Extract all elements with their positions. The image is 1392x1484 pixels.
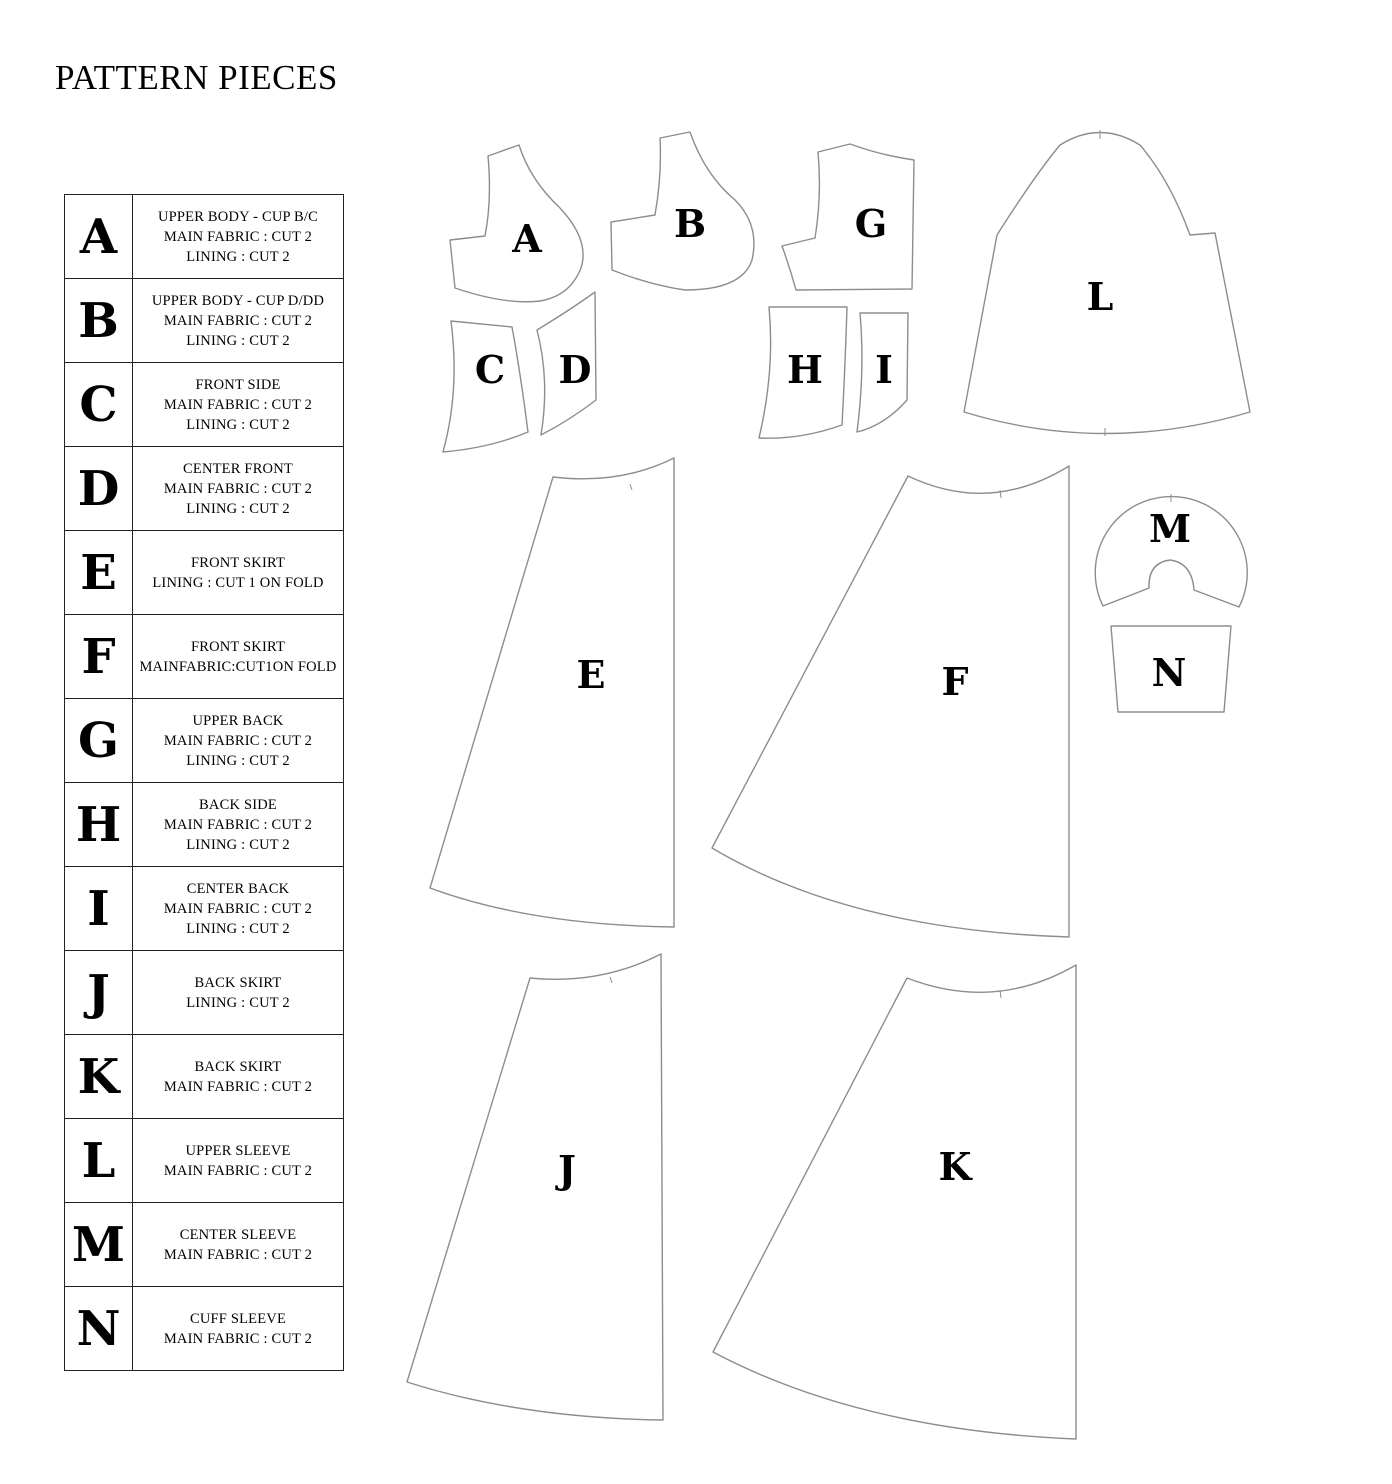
legend-description-line: BACK SIDE bbox=[199, 796, 277, 813]
legend-letter: A bbox=[65, 195, 133, 279]
piece-label-f: F bbox=[941, 659, 969, 704]
pattern-piece-a bbox=[450, 145, 583, 302]
pattern-piece-f bbox=[712, 466, 1069, 937]
legend-description-line: MAIN FABRIC : CUT 2 bbox=[163, 816, 313, 833]
legend-description-line: FRONT SKIRT bbox=[190, 638, 286, 655]
page-title: PATTERN PIECES bbox=[55, 58, 338, 97]
piece-label-d: D bbox=[558, 347, 592, 392]
legend-description-line: LINING : CUT 2 bbox=[186, 836, 290, 853]
legend-description-line: MAIN FABRIC : CUT 2 bbox=[163, 1330, 313, 1347]
pattern-piece-c bbox=[443, 321, 528, 452]
legend-letter: F bbox=[65, 615, 133, 699]
legend-description-line: MAIN FABRIC : CUT 2 bbox=[163, 900, 313, 917]
legend-letter: D bbox=[65, 447, 133, 531]
legend-description-line: FRONT SKIRT bbox=[190, 554, 286, 571]
legend-description-line: MAIN FABRIC : CUT 2 bbox=[163, 1246, 313, 1263]
legend-description-line: LINING : CUT 1 ON FOLD bbox=[152, 574, 324, 591]
pattern-piece-n bbox=[1111, 626, 1231, 712]
legend-description-line: LINING : CUT 2 bbox=[186, 248, 290, 265]
piece-label-c: C bbox=[474, 347, 506, 392]
legend-letter: G bbox=[65, 699, 133, 783]
legend-description-line: MAIN FABRIC : CUT 2 bbox=[163, 1162, 313, 1179]
legend-description-line: MAIN FABRIC : CUT 2 bbox=[163, 312, 313, 329]
piece-label-i: I bbox=[875, 347, 893, 392]
piece-label-k: K bbox=[938, 1144, 972, 1189]
piece-label-a: A bbox=[512, 216, 542, 261]
legend-description-line: CENTER FRONT bbox=[183, 460, 293, 477]
piece-label-e: E bbox=[576, 652, 606, 697]
pattern-piece-e bbox=[430, 458, 674, 927]
legend-description-line: LINING : CUT 2 bbox=[186, 416, 290, 433]
legend-description-line: BACK SKIRT bbox=[194, 974, 282, 991]
piece-label-l: L bbox=[1086, 274, 1114, 319]
pattern-piece-m bbox=[1095, 494, 1247, 607]
legend-description-line: LINING : CUT 2 bbox=[186, 332, 290, 349]
legend-description-line: BACK SKIRT bbox=[194, 1058, 282, 1075]
legend-letter: K bbox=[65, 1035, 133, 1119]
piece-label-b: B bbox=[673, 201, 707, 246]
pattern-piece-b bbox=[611, 132, 754, 290]
legend-description-line: MAIN FABRIC : CUT 2 bbox=[163, 732, 313, 749]
legend-description-line: LINING : CUT 2 bbox=[186, 752, 290, 769]
legend-letter: M bbox=[65, 1203, 133, 1287]
legend-description-line: LINING : CUT 2 bbox=[186, 920, 290, 937]
pattern-piece-i bbox=[857, 313, 908, 432]
piece-label-g: G bbox=[854, 201, 888, 246]
pattern-piece-d bbox=[537, 292, 596, 435]
legend-description-line: MAIN FABRIC : CUT 2 bbox=[163, 1078, 313, 1095]
piece-label-n: N bbox=[1151, 650, 1187, 695]
pattern-piece-h bbox=[759, 307, 847, 438]
legend-letter: H bbox=[65, 783, 133, 867]
legend-letter: N bbox=[65, 1287, 133, 1371]
legend-description-line: UPPER BODY - CUP B/C bbox=[157, 208, 319, 225]
legend-description-line: UPPER BACK bbox=[192, 712, 284, 729]
legend-description-line: LINING : CUT 2 bbox=[186, 500, 290, 517]
legend-letter: J bbox=[65, 951, 133, 1035]
piece-label-j: J bbox=[558, 1147, 576, 1192]
legend-letter: I bbox=[65, 867, 133, 951]
pattern-piece-j bbox=[407, 954, 663, 1420]
legend-description-line: LINING : CUT 2 bbox=[186, 994, 290, 1011]
legend-letter: E bbox=[65, 531, 133, 615]
piece-label-m: M bbox=[1148, 506, 1192, 551]
legend-letter: L bbox=[65, 1119, 133, 1203]
legend-description-line: UPPER BODY - CUP D/DD bbox=[151, 292, 325, 309]
legend-letter: C bbox=[65, 363, 133, 447]
legend-letter: B bbox=[65, 279, 133, 363]
pattern-piece-k bbox=[713, 965, 1076, 1439]
legend-description-line: MAIN FABRIC : CUT 2 bbox=[163, 480, 313, 497]
legend-description-line: CUFF SLEEVE bbox=[189, 1310, 287, 1327]
legend-description-line: CENTER SLEEVE bbox=[179, 1226, 297, 1243]
legend-description-line: MAINFABRIC:CUT1ON FOLD bbox=[139, 658, 337, 675]
legend-description-line: FRONT SIDE bbox=[195, 376, 281, 393]
pattern-piece-l bbox=[964, 130, 1250, 436]
pattern-piece-g bbox=[782, 144, 914, 290]
legend-description-line: MAIN FABRIC : CUT 2 bbox=[163, 228, 313, 245]
piece-label-h: H bbox=[787, 347, 823, 392]
legend-description-line: MAIN FABRIC : CUT 2 bbox=[163, 396, 313, 413]
legend-description-line: UPPER SLEEVE bbox=[185, 1142, 291, 1159]
legend-description-line: CENTER BACK bbox=[186, 880, 290, 897]
